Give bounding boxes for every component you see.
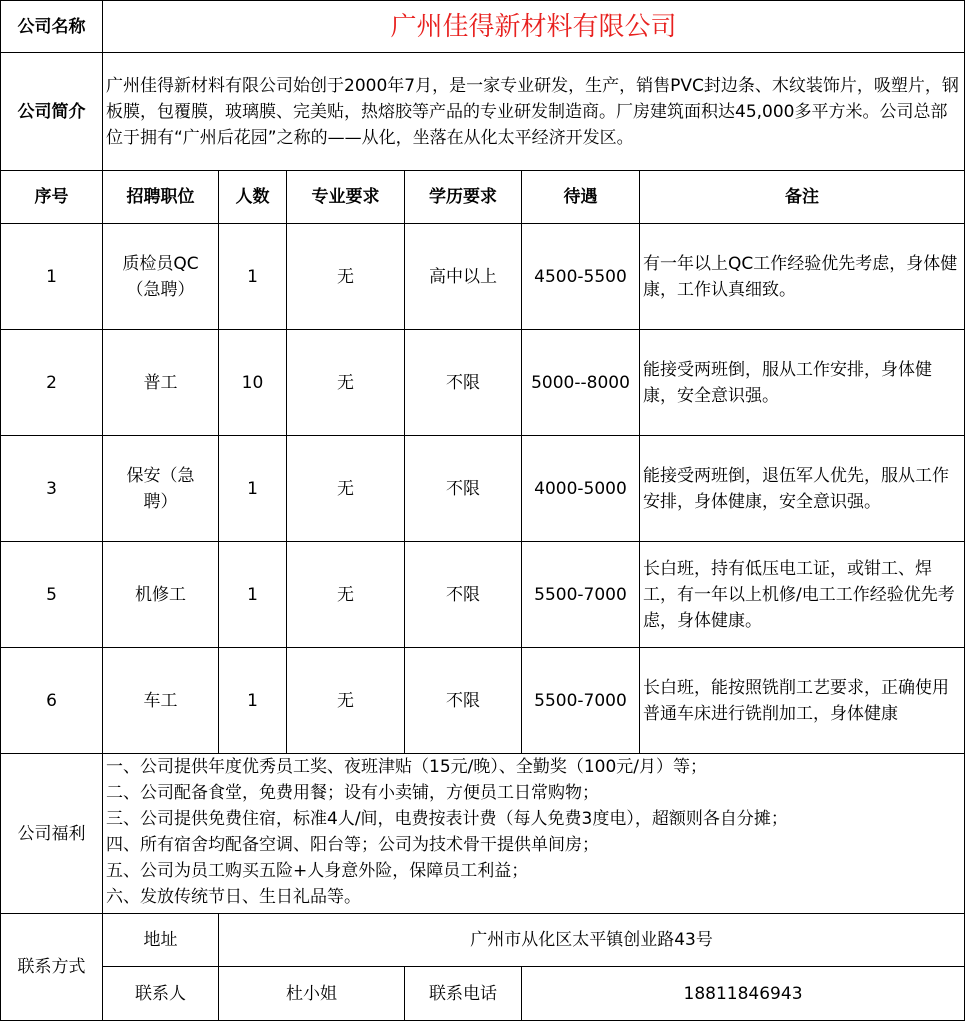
job-major: 无 bbox=[287, 330, 405, 436]
company-intro-label: 公司简介 bbox=[1, 53, 103, 171]
job-position: 质检员QC（急聘） bbox=[103, 224, 219, 330]
contact-address-row bbox=[1, 914, 965, 967]
job-education: 高中以上 bbox=[405, 224, 522, 330]
header-count: 人数 bbox=[219, 171, 287, 224]
contact-person-label: 联系人 bbox=[103, 967, 219, 1021]
benefits-label: 公司福利 bbox=[1, 754, 103, 914]
header-major: 专业要求 bbox=[287, 171, 405, 224]
benefit-item: 六、发放传统节日、生日礼品等。 bbox=[106, 887, 361, 907]
header-position: 招聘职位 bbox=[103, 171, 219, 224]
company-intro-row bbox=[1, 53, 965, 171]
job-salary: 5500-7000 bbox=[522, 542, 640, 648]
header-row bbox=[1, 171, 965, 224]
table-row bbox=[1, 330, 965, 436]
job-note: 长白班，持有低压电工证，或钳工、焊工，有一年以上机修/电工工作经验优先考虑，身体健康。 bbox=[640, 542, 965, 648]
job-note: 长白班，能按照铣削工艺要求，正确使用普通车床进行铣削加工，身体健康 bbox=[640, 648, 965, 754]
address-value: 广州市从化区太平镇创业路43号 bbox=[219, 914, 965, 967]
header-salary: 待遇 bbox=[522, 171, 640, 224]
job-note: 能接受两班倒，退伍军人优先，服从工作安排，身体健康，安全意识强。 bbox=[640, 436, 965, 542]
job-count: 10 bbox=[219, 330, 287, 436]
contact-label: 联系方式 bbox=[1, 914, 103, 1021]
phone-value: 18811846943 bbox=[522, 967, 965, 1021]
job-no: 5 bbox=[1, 542, 103, 648]
job-count: 1 bbox=[219, 436, 287, 542]
job-note: 有一年以上QC工作经验优先考虑，身体健康，工作认真细致。 bbox=[640, 224, 965, 330]
job-no: 1 bbox=[1, 224, 103, 330]
table-row bbox=[1, 224, 965, 330]
benefit-item: 二、公司配备食堂，免费用餐；设有小卖铺，方便员工日常购物； bbox=[106, 783, 599, 803]
job-education: 不限 bbox=[405, 330, 522, 436]
job-education: 不限 bbox=[405, 648, 522, 754]
job-salary: 4500-5500 bbox=[522, 224, 640, 330]
benefits-row bbox=[1, 754, 965, 914]
job-major: 无 bbox=[287, 224, 405, 330]
company-name-label: 公司名称 bbox=[1, 1, 103, 53]
job-position: 普工 bbox=[103, 330, 219, 436]
job-count: 1 bbox=[219, 648, 287, 754]
benefit-item: 三、公司提供免费住宿，标准4人/间，电费按表计费（每人免费3度电），超额则各自分摊； bbox=[106, 809, 788, 829]
job-position: 机修工 bbox=[103, 542, 219, 648]
header-no: 序号 bbox=[1, 171, 103, 224]
job-note: 能接受两班倒，服从工作安排，身体健康，安全意识强。 bbox=[640, 330, 965, 436]
job-salary: 5000--8000 bbox=[522, 330, 640, 436]
job-education: 不限 bbox=[405, 542, 522, 648]
table-row bbox=[1, 648, 965, 754]
job-position: 车工 bbox=[103, 648, 219, 754]
benefits-list bbox=[103, 754, 965, 914]
job-major: 无 bbox=[287, 542, 405, 648]
job-no: 2 bbox=[1, 330, 103, 436]
job-count: 1 bbox=[219, 542, 287, 648]
job-count: 1 bbox=[219, 224, 287, 330]
phone-label: 联系电话 bbox=[405, 967, 522, 1021]
job-no: 3 bbox=[1, 436, 103, 542]
job-position: 保安（急聘） bbox=[103, 436, 219, 542]
company-name: 广州佳得新材料有限公司 bbox=[103, 1, 965, 53]
address-label: 地址 bbox=[103, 914, 219, 967]
job-no: 6 bbox=[1, 648, 103, 754]
benefit-item: 五、公司为员工购买五险+人身意外险，保障员工利益； bbox=[106, 861, 529, 881]
company-name-row bbox=[1, 1, 965, 53]
contact-person-row bbox=[1, 967, 965, 1021]
header-note: 备注 bbox=[640, 171, 965, 224]
table-row bbox=[1, 542, 965, 648]
table-row bbox=[1, 436, 965, 542]
header-education: 学历要求 bbox=[405, 171, 522, 224]
job-salary: 4000-5000 bbox=[522, 436, 640, 542]
contact-person-value: 杜小姐 bbox=[219, 967, 405, 1021]
job-major: 无 bbox=[287, 436, 405, 542]
job-salary: 5500-7000 bbox=[522, 648, 640, 754]
job-education: 不限 bbox=[405, 436, 522, 542]
company-intro: 广州佳得新材料有限公司始创于2000年7月，是一家专业研发，生产，销售PVC封边条、木纹装饰片，吸塑片，钢板膜，包覆膜，玻璃膜、完美贴，热熔胶等产品的专业研发制造商。厂房建筑面积达45,000多平方米。公司总部位于拥有“广州后花园”之称的——从化，坐落在从化太平经济开发区。 bbox=[103, 53, 965, 171]
benefit-item: 四、所有宿舍均配备空调、阳台等；公司为技术骨干提供单间房； bbox=[106, 835, 599, 855]
benefit-item: 一、公司提供年度优秀员工奖、夜班津贴（15元/晚）、全勤奖（100元/月）等； bbox=[106, 757, 708, 777]
job-major: 无 bbox=[287, 648, 405, 754]
